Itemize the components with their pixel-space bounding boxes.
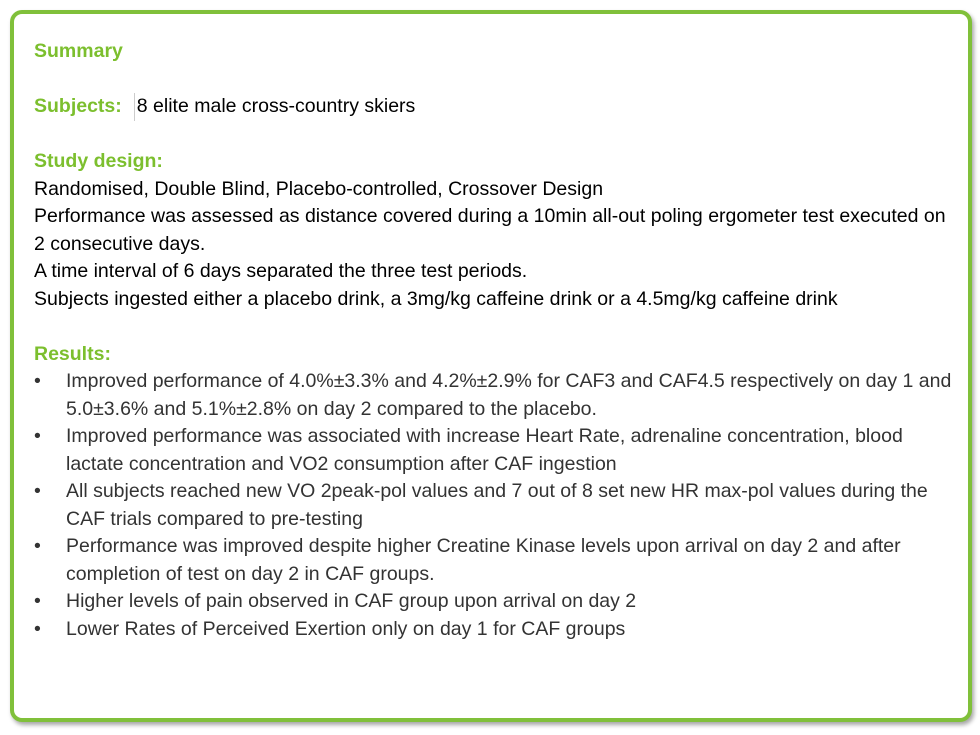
spacer <box>34 66 964 94</box>
list-item <box>34 533 936 588</box>
summary-heading: Summary <box>34 40 123 62</box>
summary-card <box>10 10 972 722</box>
result-text: Lower Rates of Perceived Exertion only on day 1 for CAF groups <box>66 617 626 640</box>
subjects-label: Subjects: <box>34 95 122 117</box>
list-item <box>34 368 961 423</box>
results-list <box>34 368 964 643</box>
bullet-icon: • <box>34 370 41 392</box>
bullet-icon: • <box>34 425 41 447</box>
list-item <box>34 588 964 616</box>
result-text: All subjects reached new VO 2peak-pol values and 7 out of 8 set new HR max-pol values during the CAF trials compared to pre-testing <box>66 480 928 530</box>
study-design-line: A time interval of 6 days separated the three test periods. <box>34 260 528 282</box>
bullet-icon: • <box>34 590 41 612</box>
result-text: Improved performance of 4.0%±3.3% and 4.2%±2.9% for CAF3 and CAF4.5 respectively on day 1 and 5.0±3.6% and 5.1%±2.8% on day 2 compared to the placebo. <box>66 370 952 420</box>
result-text: Higher levels of pain observed in CAF group upon arrival on day 2 <box>66 590 637 612</box>
results-heading: Results: <box>34 342 111 365</box>
result-text: Performance was improved despite higher Creatine Kinase levels upon arrival on day 2 and after completion of test on day 2 in CAF groups. <box>66 535 901 585</box>
bullet-icon: • <box>34 617 41 640</box>
bullet-icon: • <box>34 535 41 557</box>
study-design-line: Performance was assessed as distance covered during a 10min all-out poling ergometer test executed on 2 consecutive days. <box>34 205 946 255</box>
bullet-icon: • <box>34 480 41 502</box>
subjects-value: 8 elite male cross-country skiers <box>134 93 416 121</box>
subjects-row <box>34 93 964 121</box>
list-item <box>34 616 964 644</box>
list-item <box>34 478 946 533</box>
study-design-line: Subjects ingested either a placebo drink, a 3mg/kg caffeine drink or a 4.5mg/kg caffeine drink <box>34 287 838 310</box>
study-design-line: Randomised, Double Blind, Placebo-controlled, Crossover Design <box>34 177 604 200</box>
spacer <box>34 313 964 341</box>
result-text: Improved performance was associated with increase Heart Rate, adrenaline concentration, blood lactate concentration and VO2 consumption after CAF ingestion <box>66 425 903 475</box>
study-design-heading: Study design: <box>34 150 163 172</box>
spacer <box>34 121 964 149</box>
summary-content <box>34 38 964 643</box>
list-item <box>34 423 961 478</box>
